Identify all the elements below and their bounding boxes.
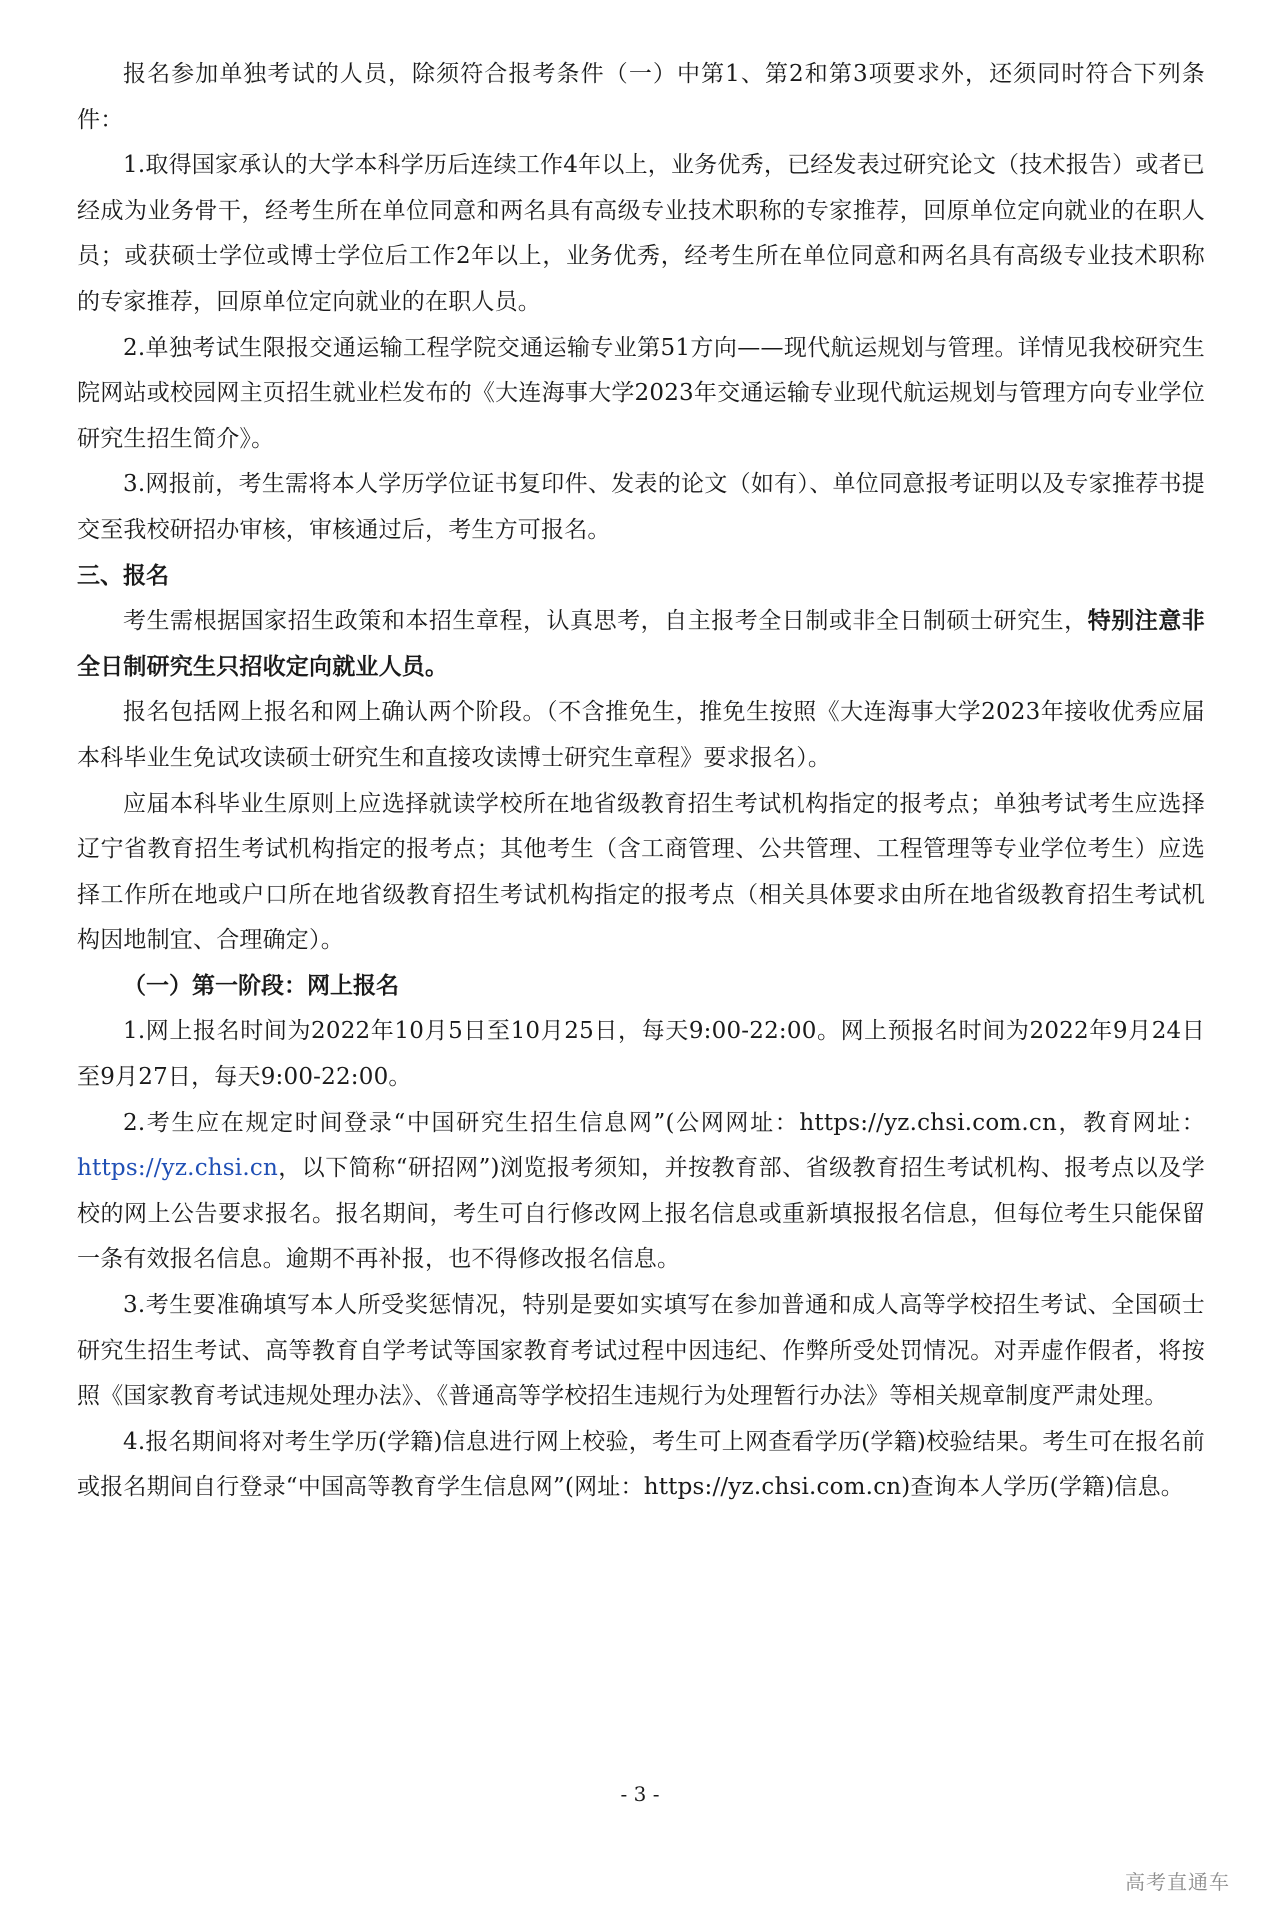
paragraph-online-login-text-before: 2.考生应在规定时间登录“中国研究生招生信息网”(公网网址：https://yz.chsi.com.cn，教育网址： [123, 1109, 1205, 1136]
paragraph-registration-policy-text: 考生需根据国家招生政策和本招生章程，认真思考，自主报考全日制或非全日制硕士研究生， [123, 608, 1088, 635]
paragraph-degree-verification: 4.报名期间将对考生学历(学籍)信息进行网上校验，考生可上网查看学历(学籍)校验结果。考生可在报名前或报名期间自行登录“中国高等教育学生信息网”(网址：https://yz.chsi.com.cn)查询本人学历(学籍)信息。 [77, 1428, 1205, 1501]
subheading-stage-1: （一）第一阶段：网上报名 [123, 972, 399, 999]
paragraph-online-login-text-after: ，以下简称“研招网”)浏览报考须知，并按教育部、省级教育招生考试机构、报考点以及学校的网上公告要求报名。报名期间，考生可自行修改网上报名信息或重新填报报名信息，但每位考生只能保留一条有效报名信息。逾期不再补报，也不得修改报名信息。 [77, 1155, 1205, 1273]
edu-network-link[interactable]: https://yz.chsi.cn [77, 1155, 278, 1182]
paragraph-rewards-penalties: 3.考生要准确填写本人所受奖惩情况，特别是要如实填写在参加普通和成人高等学校招生考试、全国硕士研究生招生考试、高等教育自学考试等国家教育考试过程中因违纪、作弊所受处罚情况。对弄虚作假者，将按照《国家教育考试违规处理办法》、《普通高等学校招生违规行为处理暂行办法》等相关规章制度严肃处理。 [77, 1292, 1205, 1410]
paragraph-condition-1: 1.取得国家承认的大学本科学历后连续工作4年以上，业务优秀，已经发表过研究论文（技术报告）或者已经成为业务骨干，经考生所在单位同意和两名具有高级专业技术职称的专家推荐，回原单位定向就业的在职人员；或获硕士学位或博士学位后工作2年以上，业务优秀，经考生所在单位同意和两名具有高级专业技术职称的专家推荐，回原单位定向就业的在职人员。 [77, 152, 1205, 315]
paragraph-condition-2: 2.单独考试生限报交通运输工程学院交通运输专业第51方向——现代航运规划与管理。详情见我校研究生院网站或校园网主页招生就业栏发布的《大连海事大学2023年交通运输专业现代航运规划与管理方向专业学位研究生招生简介》。 [77, 334, 1205, 452]
paragraph-online-login [77, 1101, 1205, 1283]
paragraph-registration-stages: 报名包括网上报名和网上确认两个阶段。（不含推免生，推免生按照《大连海事大学2023年接收优秀应届本科毕业生免试攻读硕士研究生和直接攻读博士研究生章程》要求报名）。 [77, 699, 1205, 771]
watermark: 高考直通车 [1125, 1870, 1230, 1894]
paragraph-online-time: 1.网上报名时间为2022年10月5日至10月25日，每天9:00-22:00。网上预报名时间为2022年9月24日至9月27日，每天9:00-22:00。 [77, 1018, 1205, 1091]
paragraph-registration-policy-bold: 特别注意非全日制研究生只招收定向就业人员。 [77, 608, 1206, 680]
section-heading-registration: 三、报名 [77, 562, 169, 589]
paragraph-exam-site: 应届本科毕业生原则上应选择就读学校所在地省级教育招生考试机构指定的报考点；单独考试考生应选择辽宁省教育招生考试机构指定的报考点；其他考生（含工商管理、公共管理、工程管理等专业学位考生）应选择工作所在地或户口所在地省级教育招生考试机构指定的报考点（相关具体要求由所在地省级教育招生考试机构因地制宜、合理确定）。 [77, 790, 1205, 954]
document-body [77, 52, 1205, 1511]
paragraph-intro: 报名参加单独考试的人员，除须符合报考条件（一）中第1、第2和第3项要求外，还须同时符合下列条件： [77, 61, 1205, 133]
paragraph-condition-3: 3.网报前，考生需将本人学历学位证书复印件、发表的论文（如有）、单位同意报考证明以及专家推荐书提交至我校研招办审核，审核通过后，考生方可报名。 [77, 471, 1205, 543]
page-number: - 3 - [620, 1782, 660, 1806]
paragraph-registration-policy [77, 599, 1205, 690]
